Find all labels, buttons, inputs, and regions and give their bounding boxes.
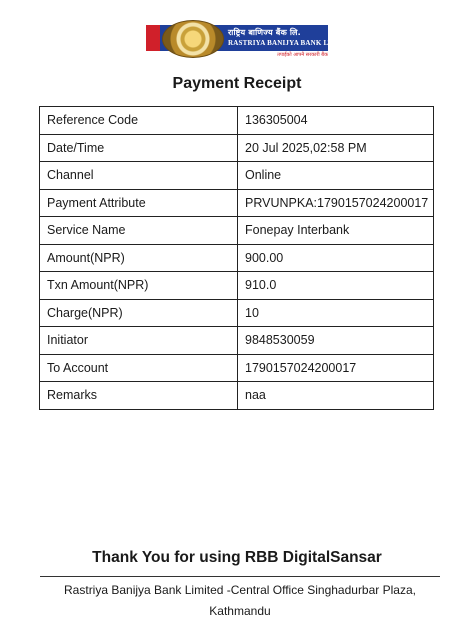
footer-address	[40, 580, 440, 622]
table-row	[40, 299, 434, 327]
table-row	[40, 189, 434, 217]
page-title: Payment Receipt	[172, 75, 302, 92]
row-label: Date/Time	[40, 134, 238, 162]
row-label: Charge(NPR)	[40, 299, 238, 327]
receipt-table	[39, 106, 434, 410]
row-label: Reference Code	[40, 107, 238, 135]
row-value: 1790157024200017	[238, 354, 434, 382]
row-label: Amount(NPR)	[40, 244, 238, 272]
address-line-2: Kathmandu	[209, 604, 271, 618]
footer-divider	[40, 576, 440, 577]
row-label: Service Name	[40, 217, 238, 245]
table-row	[40, 162, 434, 190]
row-value: 136305004	[238, 107, 434, 135]
row-label: Payment Attribute	[40, 189, 238, 217]
row-value: naa	[238, 382, 434, 410]
table-row	[40, 107, 434, 135]
row-label: Initiator	[40, 327, 238, 355]
table-row	[40, 217, 434, 245]
table-row	[40, 134, 434, 162]
row-value: 9848530059	[238, 327, 434, 355]
table-row	[40, 382, 434, 410]
logo-tagline: तपाईंको आफ्नै सरकारी बैंक	[277, 52, 328, 58]
row-value: Online	[238, 162, 434, 190]
row-value: 910.0	[238, 272, 434, 300]
row-value: PRVUNPKA:1790157024200017	[238, 189, 434, 217]
row-label: Txn Amount(NPR)	[40, 272, 238, 300]
row-value: 10	[238, 299, 434, 327]
row-label: Remarks	[40, 382, 238, 410]
row-label: Channel	[40, 162, 238, 190]
table-row	[40, 244, 434, 272]
table-row	[40, 354, 434, 382]
address-line-1: Rastriya Banijya Bank Limited -Central Office Singhadurbar Plaza,	[64, 583, 416, 597]
logo-name-nepali: राष्ट्रिय बाणिज्य बैंक लि.	[228, 28, 301, 37]
row-value: Fonepay Interbank	[238, 217, 434, 245]
logo-name-english: RASTRIYA BANIJYA BANK LTD.	[228, 39, 340, 47]
row-label: To Account	[40, 354, 238, 382]
bank-emblem-icon	[162, 20, 224, 58]
table-row	[40, 272, 434, 300]
logo-red-stripe	[146, 25, 160, 51]
row-value: 900.00	[238, 244, 434, 272]
bank-logo	[146, 20, 340, 60]
thank-you-message: Thank You for using RBB DigitalSansar	[92, 549, 382, 566]
table-row	[40, 327, 434, 355]
row-value: 20 Jul 2025,02:58 PM	[238, 134, 434, 162]
